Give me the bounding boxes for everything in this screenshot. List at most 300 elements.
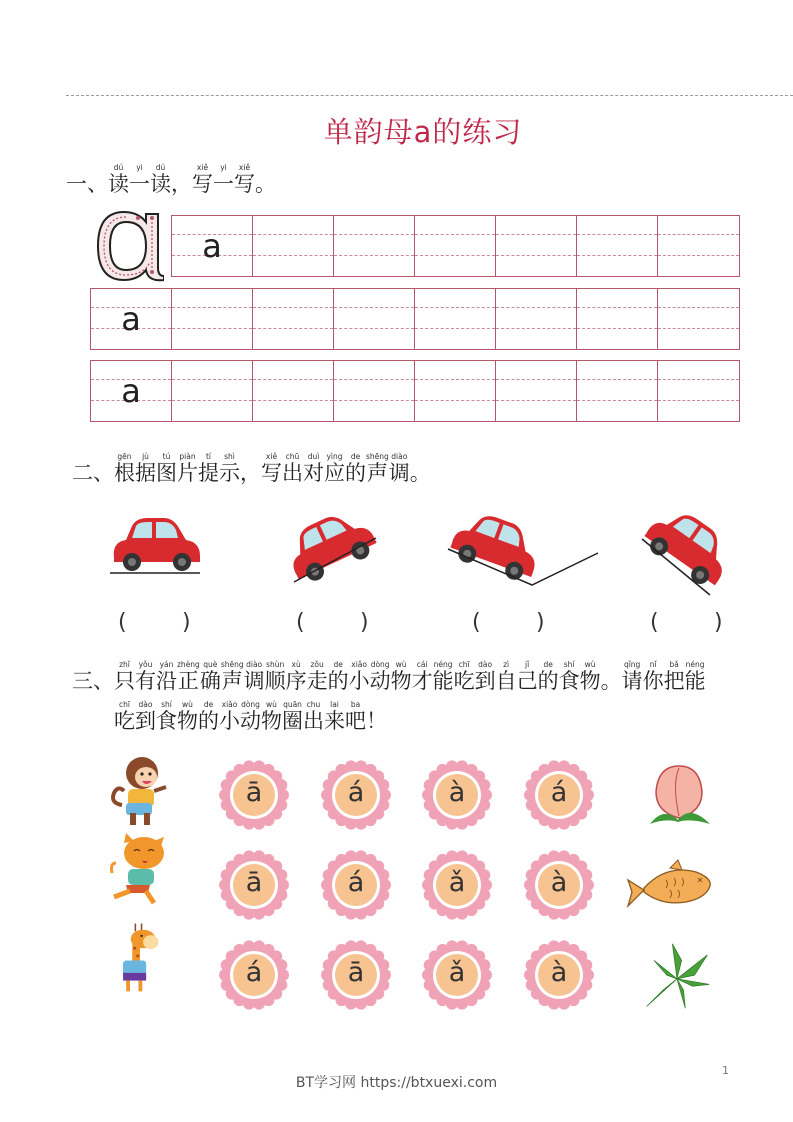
guide-line-upper	[253, 379, 333, 380]
tone-syllable: ǎ	[448, 957, 466, 988]
writing-cell[interactable]	[334, 361, 415, 421]
hanzi-with-pinyin	[135, 452, 156, 485]
pinyin: dòng	[370, 660, 390, 669]
hanzi-with-pinyin	[129, 163, 150, 196]
sample-letter: a	[121, 372, 141, 410]
hanzi-with-pinyin	[370, 660, 391, 693]
hanzi-with-pinyin	[643, 660, 664, 693]
guide-line-lower	[658, 328, 739, 329]
hanzi: 写	[234, 172, 255, 196]
writing-cell[interactable]	[496, 289, 577, 349]
hanzi: 只	[114, 669, 135, 693]
guide-line-lower	[172, 400, 252, 401]
tone-badge[interactable]	[422, 850, 492, 920]
writing-cell[interactable]	[577, 216, 658, 276]
writing-cell[interactable]	[658, 289, 739, 349]
close-paren: )	[360, 610, 369, 635]
hanzi-with-pinyin	[177, 700, 198, 733]
writing-cell[interactable]	[658, 361, 739, 421]
pinyin: de	[333, 660, 343, 669]
guide-line-upper	[415, 379, 495, 380]
hanzi-with-pinyin	[135, 700, 156, 733]
hanzi: 调	[243, 669, 265, 693]
section3-heading	[72, 660, 706, 693]
tone-badge[interactable]	[321, 760, 391, 830]
close-paren: )	[182, 610, 191, 635]
hanzi-with-pinyin	[559, 660, 580, 693]
writing-cell[interactable]	[253, 361, 334, 421]
writing-cell[interactable]	[415, 216, 496, 276]
hanzi-with-pinyin	[389, 452, 410, 485]
hanzi: 圈	[282, 709, 303, 733]
hanzi: 沿	[156, 669, 177, 693]
close-paren: )	[714, 610, 723, 635]
tone-syllable: à	[550, 867, 568, 898]
guide-line-upper	[253, 307, 333, 308]
writing-cell[interactable]	[658, 216, 739, 276]
cat-icon[interactable]	[106, 833, 170, 907]
hanzi: 根	[114, 461, 135, 485]
fish-icon[interactable]	[626, 850, 716, 920]
pinyin: xiě	[238, 163, 251, 172]
hanzi-with-pinyin	[664, 660, 685, 693]
pinyin: zhǐ	[119, 660, 130, 669]
guide-line-lower	[577, 400, 657, 401]
section2-heading	[72, 452, 431, 485]
hanzi-with-pinyin	[517, 660, 538, 693]
hanzi-with-pinyin	[177, 660, 200, 693]
hanzi-with-pinyin	[265, 660, 286, 693]
hanzi-with-pinyin	[261, 452, 282, 485]
hanzi: ！	[366, 709, 387, 733]
guide-line-lower	[658, 255, 739, 256]
hanzi: 确	[199, 669, 221, 693]
pinyin: lai	[330, 700, 339, 709]
writing-cell[interactable]	[172, 361, 253, 421]
hanzi: 写	[192, 172, 213, 196]
writing-grid-row-2	[90, 288, 740, 350]
hanzi-with-pinyin	[475, 660, 496, 693]
hanzi: 声	[221, 669, 243, 693]
hanzi-with-pinyin	[366, 700, 387, 733]
section3-number: 三、	[72, 669, 114, 693]
hanzi: 声	[366, 461, 388, 485]
hanzi-with-pinyin	[328, 660, 349, 693]
pinyin: zì	[503, 660, 510, 669]
hanzi-with-pinyin	[150, 163, 171, 196]
guide-line-upper	[253, 234, 333, 235]
hanzi: 己	[516, 669, 538, 693]
guide-line-upper	[172, 307, 252, 308]
hanzi-with-pinyin	[171, 163, 192, 196]
section3-instruction-line1	[114, 660, 706, 693]
hanzi: 出	[303, 709, 324, 733]
tone-badge[interactable]	[422, 940, 492, 1010]
hanzi: 的	[327, 669, 349, 693]
hanzi-with-pinyin	[240, 700, 261, 733]
pinyin: de	[350, 452, 361, 461]
hanzi: 应	[324, 461, 345, 485]
hanzi: 的	[345, 461, 366, 485]
hanzi-with-pinyin	[538, 660, 559, 693]
hanzi: 顺	[264, 669, 286, 693]
hanzi-with-pinyin	[580, 660, 601, 693]
pinyin: qǐng	[623, 660, 641, 669]
tone-syllable: á	[245, 957, 263, 988]
pinyin: shí	[161, 700, 172, 709]
writing-cell[interactable]	[577, 361, 658, 421]
pinyin: yìng	[326, 452, 343, 461]
tone-answer-blank[interactable]	[118, 610, 198, 640]
section1-heading	[66, 163, 276, 196]
hanzi-with-pinyin	[213, 163, 234, 196]
hanzi-with-pinyin	[114, 660, 135, 693]
car-flat-road-icon	[108, 512, 204, 578]
hanzi: 物	[177, 709, 198, 733]
hanzi: 请	[621, 669, 643, 693]
guide-line-upper	[577, 234, 657, 235]
tone-badge[interactable]	[524, 940, 594, 1010]
hanzi: 写	[261, 461, 282, 485]
tone-badge[interactable]	[524, 850, 594, 920]
hanzi-with-pinyin	[391, 660, 412, 693]
guide-line-upper	[334, 307, 414, 308]
hanzi: 你	[642, 669, 664, 693]
section2-number: 二、	[72, 461, 114, 485]
hanzi: 动	[240, 709, 261, 733]
writing-cell[interactable]	[91, 289, 172, 349]
pinyin: zhèng	[177, 660, 200, 669]
writing-grid-row-1	[171, 215, 740, 277]
guide-line-lower	[658, 400, 739, 401]
guide-line-upper	[496, 379, 576, 380]
hanzi-with-pinyin	[198, 452, 219, 485]
pinyin: chī	[458, 660, 470, 669]
pinyin: yán	[159, 660, 174, 669]
pinyin: yi	[136, 163, 143, 172]
hanzi-with-pinyin	[198, 700, 219, 733]
hanzi-with-pinyin	[156, 700, 177, 733]
hanzi-with-pinyin	[221, 660, 244, 693]
hanzi-with-pinyin	[412, 660, 433, 693]
hanzi: 物	[579, 669, 601, 693]
section3-heading-line2	[114, 700, 387, 733]
hanzi: 正	[177, 669, 199, 693]
guide-line-upper	[577, 379, 657, 380]
writing-cell[interactable]	[253, 216, 334, 276]
hanzi: 据	[135, 461, 156, 485]
pinyin: nǐ	[649, 660, 657, 669]
hanzi-with-pinyin	[114, 452, 135, 485]
pinyin: zǒu	[310, 660, 324, 669]
hanzi-with-pinyin	[219, 452, 240, 485]
pinyin: néng	[433, 660, 453, 669]
section1-instruction	[108, 163, 276, 196]
pinyin: jǐ	[525, 660, 530, 669]
hanzi-with-pinyin	[135, 660, 156, 693]
guide-line-upper	[577, 307, 657, 308]
hanzi: 。	[409, 461, 431, 485]
hanzi: 走	[306, 669, 328, 693]
hanzi: 示	[219, 461, 240, 485]
hanzi: 序	[285, 669, 307, 693]
hanzi-with-pinyin	[433, 660, 454, 693]
hanzi-with-pinyin	[200, 660, 221, 693]
writing-cell[interactable]	[172, 289, 253, 349]
pinyin: shēng	[220, 660, 244, 669]
writing-cell[interactable]	[334, 289, 415, 349]
hanzi: 到	[474, 669, 496, 693]
hanzi-with-pinyin	[255, 163, 276, 196]
writing-cell[interactable]	[496, 361, 577, 421]
hanzi: 小	[348, 669, 370, 693]
tone-syllable: ā	[245, 867, 263, 898]
hanzi: 提	[198, 461, 219, 485]
tone-badge[interactable]	[219, 760, 289, 830]
guide-line-lower	[496, 255, 576, 256]
guide-line-lower	[577, 328, 657, 329]
hanzi: ，	[240, 461, 261, 485]
pinyin: gēn	[117, 452, 132, 461]
peach-icon[interactable]	[634, 760, 724, 830]
writing-grid-row-3	[90, 360, 740, 422]
writing-cell[interactable]	[415, 289, 496, 349]
pinyin: chū	[285, 452, 300, 461]
section3-instruction-line2	[114, 700, 387, 733]
hanzi: 对	[303, 461, 324, 485]
pinyin: jù	[142, 452, 149, 461]
guide-line-upper	[415, 307, 495, 308]
hanzi: 食	[156, 709, 177, 733]
guide-line-upper	[334, 379, 414, 380]
monkey-icon[interactable]	[108, 755, 172, 829]
hanzi-with-pinyin	[219, 700, 240, 733]
section1-number: 一、	[66, 172, 108, 196]
top-dashed-rule	[66, 95, 793, 96]
tone-answer-blank[interactable]	[472, 610, 552, 640]
guide-line-lower	[253, 328, 333, 329]
pinyin: xiě	[265, 452, 278, 461]
close-paren: )	[536, 610, 545, 635]
pinyin: diào	[391, 452, 408, 461]
pinyin: wù	[395, 660, 407, 669]
guide-line-lower	[496, 328, 576, 329]
hanzi-with-pinyin	[244, 660, 265, 693]
hanzi-with-pinyin	[601, 660, 622, 693]
hanzi-with-pinyin	[261, 700, 282, 733]
pinyin: wù	[266, 700, 277, 709]
guide-line-upper	[415, 234, 495, 235]
car-uphill-road-icon	[280, 507, 380, 587]
guide-line-upper	[658, 307, 739, 308]
pinyin: shēng	[366, 452, 389, 461]
sample-letter: a	[121, 300, 141, 338]
hanzi: 把	[663, 669, 685, 693]
hanzi: 读	[108, 172, 129, 196]
guide-line-lower	[415, 328, 495, 329]
hanzi: 吃	[114, 709, 135, 733]
hanzi-with-pinyin	[349, 660, 370, 693]
section2-instruction	[114, 452, 431, 485]
pinyin: de	[543, 660, 553, 669]
hanzi-with-pinyin	[366, 452, 389, 485]
hanzi-with-pinyin	[177, 452, 198, 485]
tone-badge[interactable]	[219, 940, 289, 1010]
hanzi-with-pinyin	[114, 700, 135, 733]
guide-line-upper	[496, 307, 576, 308]
hanzi-with-pinyin	[345, 452, 366, 485]
guide-line-lower	[334, 400, 414, 401]
tone-badge[interactable]	[321, 940, 391, 1010]
pinyin: xù	[291, 660, 301, 669]
hanzi-with-pinyin	[303, 452, 324, 485]
pinyin: diào	[246, 660, 263, 669]
leaf-icon[interactable]	[632, 942, 722, 1012]
hanzi: 物	[261, 709, 282, 733]
pinyin: quān	[283, 700, 302, 709]
hanzi-with-pinyin	[303, 700, 324, 733]
writing-cell[interactable]	[496, 216, 577, 276]
tone-syllable: à	[550, 957, 568, 988]
guide-line-lower	[496, 400, 576, 401]
guide-line-lower	[334, 328, 414, 329]
hanzi: 片	[177, 461, 198, 485]
hanzi: 有	[135, 669, 156, 693]
pinyin: wù	[584, 660, 596, 669]
hanzi: 一	[129, 172, 150, 196]
pinyin: ba	[350, 700, 361, 709]
guide-line-lower	[415, 400, 495, 401]
pinyin: dào	[138, 700, 153, 709]
open-paren: (	[650, 610, 659, 635]
tone-syllable: ǎ	[448, 867, 466, 898]
pinyin: cái	[416, 660, 428, 669]
tone-syllable: á	[550, 777, 568, 808]
open-paren: (	[472, 610, 481, 635]
pinyin: wù	[182, 700, 193, 709]
hanzi: 吃	[453, 669, 475, 693]
page-title: 单韵母a的练习	[323, 115, 523, 149]
hanzi-with-pinyin	[156, 452, 177, 485]
pinyin: chī	[119, 700, 130, 709]
tone-badge[interactable]	[219, 850, 289, 920]
tone-badge[interactable]	[422, 760, 492, 830]
writing-cell[interactable]	[577, 289, 658, 349]
hanzi: 出	[282, 461, 303, 485]
hanzi: 。	[255, 172, 276, 196]
pinyin: tú	[162, 452, 171, 461]
hanzi: 物	[390, 669, 412, 693]
pinyin: duì	[307, 452, 320, 461]
pinyin: xiǎo	[221, 700, 238, 709]
hanzi: 来	[324, 709, 345, 733]
pinyin: dào	[478, 660, 493, 669]
footer-site-credit: BT学习网 https://btxuexi.com	[295, 1075, 498, 1091]
pinyin: bǎ	[669, 660, 679, 669]
guide-line-lower	[415, 255, 495, 256]
hanzi-with-pinyin	[192, 163, 213, 196]
writing-cell[interactable]	[253, 289, 334, 349]
hanzi-with-pinyin	[240, 452, 261, 485]
writing-cell[interactable]	[334, 216, 415, 276]
hanzi-with-pinyin	[496, 660, 517, 693]
writing-cell[interactable]	[415, 361, 496, 421]
hanzi: 才	[411, 669, 433, 693]
hanzi-with-pinyin	[324, 700, 345, 733]
tone-syllable: ā	[347, 957, 365, 988]
writing-cell[interactable]	[172, 216, 253, 276]
tone-badge[interactable]	[321, 850, 391, 920]
guide-line-lower	[172, 328, 252, 329]
hanzi-with-pinyin	[345, 700, 366, 733]
pinyin: shí	[563, 660, 575, 669]
pinyin: yǒu	[138, 660, 153, 669]
hanzi: 到	[135, 709, 156, 733]
tone-answer-blank[interactable]	[296, 610, 376, 640]
guide-line-upper	[334, 234, 414, 235]
guide-line-lower	[577, 255, 657, 256]
pinyin: de	[203, 700, 214, 709]
pinyin: dòng	[241, 700, 260, 709]
tone-badge[interactable]	[524, 760, 594, 830]
open-paren: (	[118, 610, 127, 635]
hanzi: 自	[495, 669, 517, 693]
pinyin: piàn	[179, 452, 196, 461]
model-letter-a-icon	[92, 206, 164, 282]
hanzi: 图	[156, 461, 177, 485]
pinyin: dú	[155, 163, 166, 172]
guide-line-upper	[658, 379, 739, 380]
hanzi: 。	[600, 669, 622, 693]
hanzi-with-pinyin	[410, 452, 431, 485]
hanzi-with-pinyin	[156, 660, 177, 693]
hanzi-with-pinyin	[108, 163, 129, 196]
pinyin: què	[203, 660, 218, 669]
writing-cell[interactable]	[91, 361, 172, 421]
hanzi-with-pinyin	[454, 660, 475, 693]
hanzi: 吧	[345, 709, 366, 733]
guide-line-upper	[172, 379, 252, 380]
hanzi: 的	[198, 709, 219, 733]
pinyin: yi	[220, 163, 227, 172]
hanzi: 动	[369, 669, 391, 693]
hanzi: 能	[684, 669, 706, 693]
car-downhill-road-icon	[638, 507, 734, 599]
tone-answer-blank[interactable]	[650, 610, 730, 640]
hanzi-with-pinyin	[324, 452, 345, 485]
guide-line-lower	[253, 255, 333, 256]
pinyin: shì	[224, 452, 235, 461]
hanzi: 调	[388, 461, 410, 485]
hanzi: 的	[537, 669, 559, 693]
open-paren: (	[296, 610, 305, 635]
tone-syllable: à	[448, 777, 466, 808]
car-valley-road-icon	[446, 507, 602, 591]
pinyin: xiě	[196, 163, 209, 172]
guide-line-lower	[253, 400, 333, 401]
hanzi-with-pinyin	[282, 452, 303, 485]
tone-syllable: ā	[245, 777, 263, 808]
page-number: 1	[722, 1064, 729, 1077]
hanzi-with-pinyin	[685, 660, 706, 693]
hanzi: 食	[558, 669, 580, 693]
giraffe-icon[interactable]	[108, 922, 172, 996]
pinyin: néng	[685, 660, 705, 669]
hanzi-with-pinyin	[622, 660, 643, 693]
hanzi: 一	[213, 172, 234, 196]
hanzi-with-pinyin	[282, 700, 303, 733]
pinyin: shùn	[266, 660, 285, 669]
